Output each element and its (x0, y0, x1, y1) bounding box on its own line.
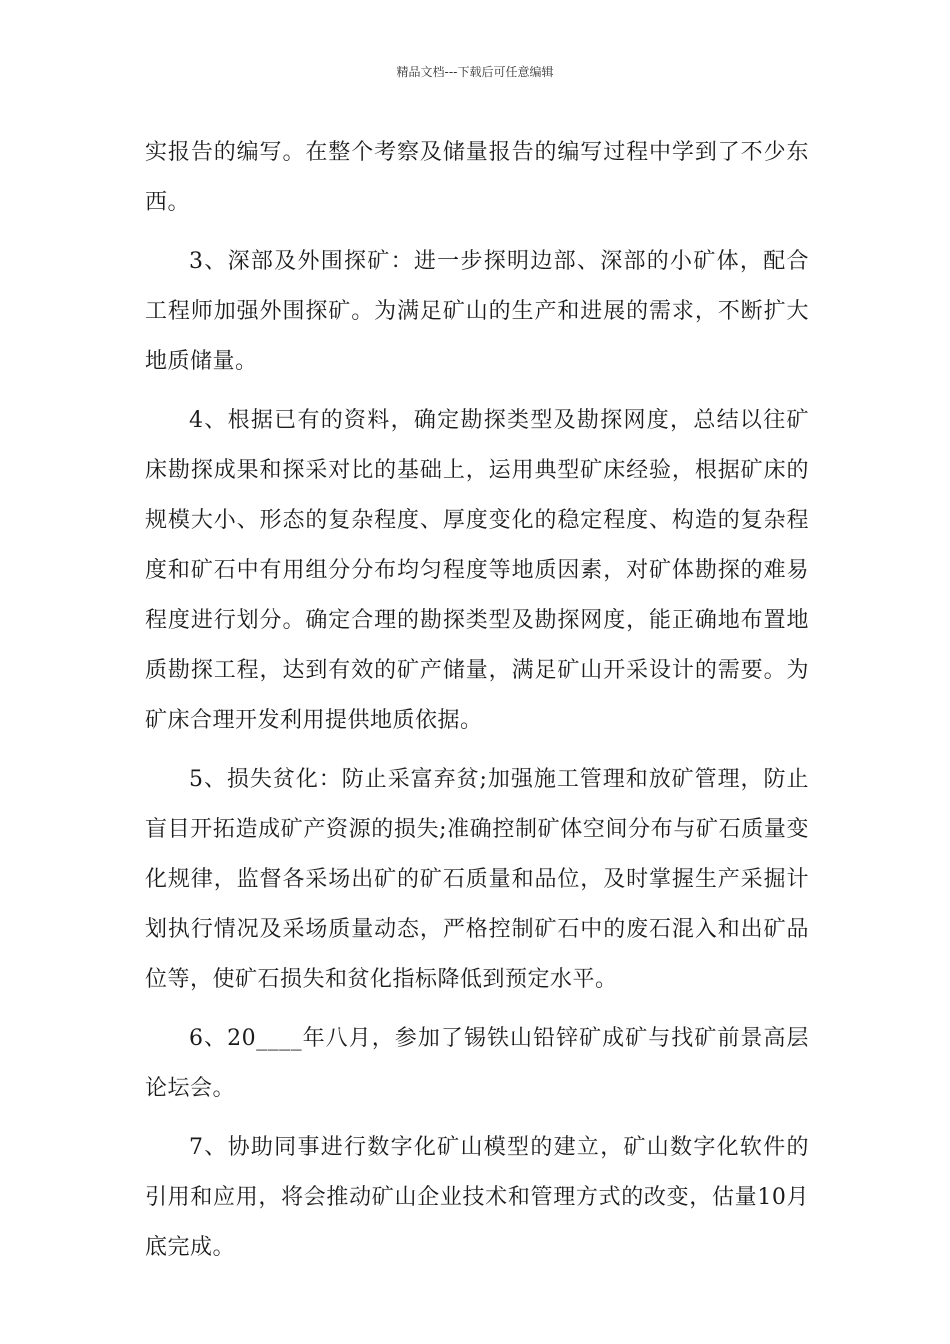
document-body (145, 128, 809, 1282)
page-header: 精品文档---下载后可任意编辑 (396, 65, 554, 79)
paragraph-item-4: 4、根据已有的资料，确定勘探类型及勘探网度，总结以往矿床勘探成果和探采对比的基础上，运用典型矿床经验，根据矿床的规模大小、形态的复杂程度、厚度变化的稳定程度、构造的复杂程度和矿石中有用组分分布均匀程度等地质因素，对矿体勘探的难易程度进行划分。确定合理的勘探类型及勘探网度，能正确地布置地质勘探工程，达到有效的矿产储量，满足矿山开采设计的需要。为矿床合理开发利用提供地质依据。 (145, 408, 809, 733)
paragraph-item-6: 6、20____年八月，参加了锡铁山铅锌矿成矿与找矿前景高层论坛会。 (145, 1026, 809, 1101)
paragraph-item-5: 5、损失贫化：防止采富弃贫;加强施工管理和放矿管理，防止盲目开拓造成矿产资源的损失;准确控制矿体空间分布与矿石质量变化规律，监督各采场出矿的矿石质量和品位，及时掌握生产采掘计划执行情况及采场质量动态，严格控制矿石中的废石混入和出矿品位等，使矿石损失和贫化指标降低到预定水平。 (145, 767, 809, 992)
paragraph-item-3: 3、深部及外围探矿：进一步探明边部、深部的小矿体，配合工程师加强外围探矿。为满足矿山的生产和进展的需求，不断扩大地质储量。 (145, 249, 809, 374)
paragraph-continuation: 实报告的编写。在整个考察及储量报告的编写过程中学到了不少东西。 (145, 140, 809, 215)
paragraph-item-7: 7、协助同事进行数字化矿山模型的建立，矿山数字化软件的引用和应用，将会推动矿山企业技术和管理方式的改变，估量10月底完成。 (145, 1135, 809, 1260)
